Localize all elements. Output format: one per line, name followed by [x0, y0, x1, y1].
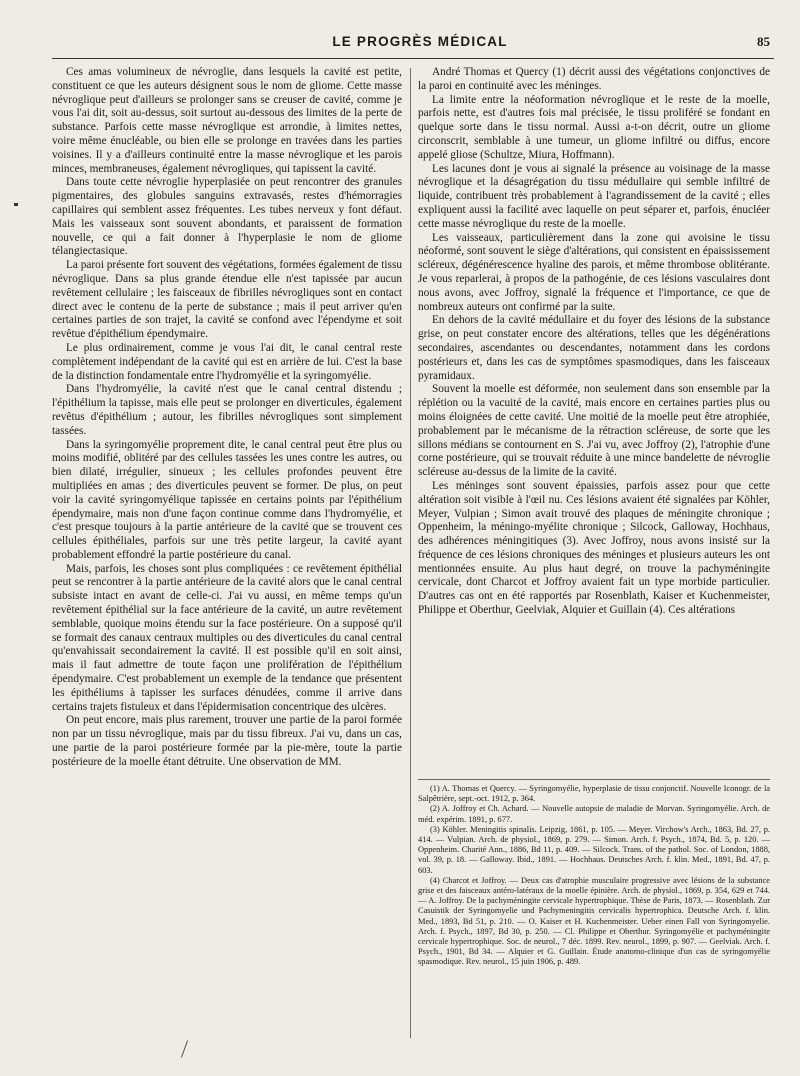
journal-title: LE PROGRÈS MÉDICAL [332, 34, 508, 49]
footnote-rule [418, 779, 770, 780]
paragraph: Dans l'hydromyélie, la cavité n'est que le canal central distendu ; l'épithélium la tapisse, mais elle peut se prolonger en diverticules, également revêtus d'épithélium ; autour, les fibrilles névrogliques sont simplement tassées. [52, 383, 402, 437]
paragraph: Les vaisseaux, particulièrement dans la zone qui avoisine le tissu néoformé, sont souvent le siège d'altérations, qui consistent en épaississement scléreux, dégénérescence hyaline des parois, et même thrombose oblitérante. Je vous reparlerai, à propos de la pathogénie, de ces lésions vasculaires dont nous avons, avec Joffroy, signalé la fréquence et l'importance, ce que de nombreux auteurs ont confirmé par la suite. [418, 231, 770, 313]
margin-mark [14, 203, 18, 206]
paragraph: La limite entre la néoformation névroglique et le reste de la moelle, parfois nette, est d'autres fois mal précisée, le tissu proliféré se fondant en quelque sorte dans le tissu normal. Aussi a-t-on décrit, outre un gliome circonscrit, semblable à une tumeur, un gliome infiltré ou diffus, encore appelé gliose (Schultze, Miura, Hoffmann). [418, 93, 770, 161]
paragraph: Ces amas volumineux de névroglie, dans lesquels la cavité est petite, constituent ce que les auteurs désignent sous le nom de gliome. Cette masse névroglique peut d'ailleurs se prolonger sans se creuser de cavité, comme je vous l'ai dit, soit au-dessus, soit surtout au-dessous des limites de la perte de substance. Parfois cette masse névroglique est arrondie, à limites nettes, voire même énucléable, ou bien elle se prolonge en travées dans les parties voisines. Il y a d'ailleurs continuité entre la masse névroglique et les parois minces, membraneuses, également névrogliques, qui tapissent la cavité. [52, 66, 402, 175]
paragraph: Mais, parfois, les choses sont plus compliquées : ce revêtement épithélial peut se rencontrer à la partie antérieure de la cavité alors que le canal central subsiste intact en avant de celle-ci. J'ai vu aussi, en même temps qu'un revêtement épithélial sur la face antérieure de la cavité, un autre revêtement semblable, quoique moins étendu sur la face postérieure. On a supposé qu'il se formait des canaux centraux multiples ou des diverticules du canal central qu'envahissait secondairement la cavité. Il est possible qu'il en soit ainsi, mais il faut admettre de toute façon une prolifération de l'épithélium épendymaire. C'est probablement un exemple de la tendance que présentent les épithéliums à tapisser les surfaces dénudées, comme il arrive dans certains trajets fistuleux et dans l'épidermisation concentrique des ulcères. [52, 562, 402, 713]
right-column [418, 66, 770, 618]
paragraph: André Thomas et Quercy (1) décrit aussi des végétations conjonctives de la paroi en continuité avec les méninges. [418, 66, 770, 92]
paragraph: Les méninges sont souvent épaissies, parfois assez pour que cette altération soit visible à l'œil nu. Ces lésions avaient été signalées par Köhler, Meyer, Vulpian ; Simon avait trouvé des plaques de méningite chronique ; Oppenheim, la méningo-myélite chronique ; Silcock, Galloway, Hochhaus, des adhérences méningitiques (3). Avec Joffroy, nous avons insisté sur la fréquence de ces lésions chroniques des méninges et plusieurs auteurs les ont mentionnées ensuite. Au plus haut degré, on trouve la pachyméningite cervicale, dont Charcot et Joffroy avaient fait un type morbide particulier. D'autres cas ont en été rapportés par Rosenblath, Kaiser et Kuchenmeister, Philippe et Oberthur, Geelviak, Alquier et Guillain (4). Ces altérations [418, 479, 770, 617]
paragraph: Dans toute cette névroglie hyperplasiée on peut rencontrer des granules pigmentaires, des globules sanguins extravasés, restes d'hémorragies capillaires qui semblent assez fréquentes. Les tubes nerveux y font défaut. Mais les vaisseaux sont souvent abondants, et paraissent de formation nouvelle, ce qui a fait donner à l'hyperplasie le nom de gliome télangiectasique. [52, 176, 402, 258]
paragraph: Le plus ordinairement, comme je vous l'ai dit, le canal central reste complètement indépendant de la cavité qui est en arrière de lui. C'est la base de la distinction fondamentale entre l'hydromyélie et la syringomyélie. [52, 341, 402, 382]
paragraph: Souvent la moelle est déformée, non seulement dans son ensemble par la réplétion ou la vacuité de la cavité, mais encore en certaines parties plus ou moins éloignées de cette cavité. Une moitié de la moelle peut être atrophiée, probablement par le mécanisme de la rétraction scléreuse, de sorte que les sillons médians se contournent en S. J'ai vu, avec Joffroy (2), l'atrophie d'une corne postérieure, qui se trouvait réduite à une mince bandelette de névroglie scléreuse au-dessus de la limite de la cavité. [418, 383, 770, 479]
left-column [52, 66, 402, 770]
column-divider [410, 68, 411, 1038]
footnotes [418, 784, 770, 968]
paragraph: Les lacunes dont je vous ai signalé la présence au voisinage de la masse névroglique et la désagrégation du tissu médullaire qui semble infiltré de liquide, contribuent très probablement à l'agrandissement de la cavité ; elles expliquent aussi la facilité avec laquelle on peut séparer et, parfois, énucléer cette masse névroglique du reste de la moelle. [418, 162, 770, 230]
pen-stroke-mark [181, 1040, 188, 1057]
page-number: 85 [757, 34, 770, 49]
header-rule [52, 58, 774, 59]
running-header [70, 34, 770, 56]
footnote: (2) A. Joffroy et Ch. Achard. — Nouvelle autopsie de maladie de Morvan. Syringomyélie. Arch. de méd. expérim. 1891, p. 677. [418, 804, 770, 824]
paragraph: En dehors de la cavité médullaire et du foyer des lésions de la substance grise, on peut constater encore des altérations, telles que les dégénérations secondaires, ascendantes ou descendantes, notamment dans les cordons postérieurs et, dans les cas de symptômes spasmodiques, dans les faisceaux pyramidaux. [418, 314, 770, 382]
paragraph: La paroi présente fort souvent des végétations, formées également de tissu névroglique. Dans sa plus grande étendue elle n'est tapissée par aucun revêtement cellulaire ; les faisceaux de fibrilles névrogliques sont en contact direct avec le contenu de la perte de substance ; mais il peut arriver qu'en certaines parties de son trajet, la cavité se confond avec l'épendyme et soit revêtue d'épithélium épendymaire. [52, 259, 402, 341]
paragraph: On peut encore, mais plus rarement, trouver une partie de la paroi formée non par un tissu névroglique, mais par du tissu fibreux. J'ai vu, dans un cas, une partie de la paroi postérieure formée par la pie-mère, toute la partie postérieure de la moelle étant détruite. Une observation de MM. [52, 714, 402, 768]
paragraph: Dans la syringomyélie proprement dite, le canal central peut être plus ou moins modifié, oblitéré par des cellules tassées les unes contre les autres, ou bien dilaté, irrégulier, sinueux ; les cellules profondes peuvent être multipliées en amas ; des diverticules peuvent se former. De plus, on peut voir la cavité syringomyélique tapissée en certains points par l'épithélium épendymaire, mais non d'une façon continue comme dans l'hydromyélie, et c'est presque toujours à la partie antérieure de la cavité que se trouvent ces cellules épithéliales, parfois sur une très petite largeur, la cavité ayant probablement effondré la partie postérieure du canal. [52, 438, 402, 561]
footnote: (3) Köhler. Meningitis spinalis. Leipzig, 1861, p. 105. — Meyer. Virchow's Arch., 1863, Bd. 27, p. 414. — Vulpian. Arch. de physiol., 1869, p. 279. — Simon. Arch. f. Psych., 1874, Bd. 5, p. 120. — Oppenheim. Charité Ann., 1886, Bd 11, p. 409. — Silcock. Trans. of the pathol. Soc. of London, 1888, vol. 39, p. 18. — Galloway. Ibid., 1891. — Hochhaus. Deutsches Arch. f. klin. Med., 1891, Bd. 47, p. 603. [418, 824, 770, 875]
footnote: (1) A. Thomas et Quercy. — Syringomyélie, hyperplasie de tissu conjonctif. Nouvelle Iconogr. de la Salpêtrière, sept.-oct. 1912, p. 364. [418, 784, 770, 804]
footnote: (4) Charcot et Joffroy. — Deux cas d'atrophie musculaire progressive avec lésions de la substance grise et des faisceaux antéro-latéraux de la moelle épinière. Arch. de physiol., 1869, p. 354, 629 et 744. — A. Joffroy. De la pachyméningite cervicale hypertrophique. Thèse de Paris, 1873. — Rosenblath. Zur Casuistik der Syringomyelie und Pachymeningitis cervicalis hypertrophica. Deutsche Arch. f. klin. Med., 1893, Bd 51, p. 210. — O. Kaiser et H. Kuchenmeister. Ueber einen Fall von Syringomyelie. Arch. f. Psych., 1897, Bd 30, p. 250. — Cl. Philippe et Oberthur. Syringomyélie et pachyméningite cervicale hypertrophique. Soc. de neurol., 7 déc. 1899. Rev. neurol., 1899, p. 907. — Geelviak. Arch. f. Psych., 1901, Bd 34. — Alquier et G. Guillain. Étude anatomo-clinique d'un cas de syringomyélie spasmodique. Rev. neurol., 15 juin 1906, p. 489. [418, 875, 770, 967]
